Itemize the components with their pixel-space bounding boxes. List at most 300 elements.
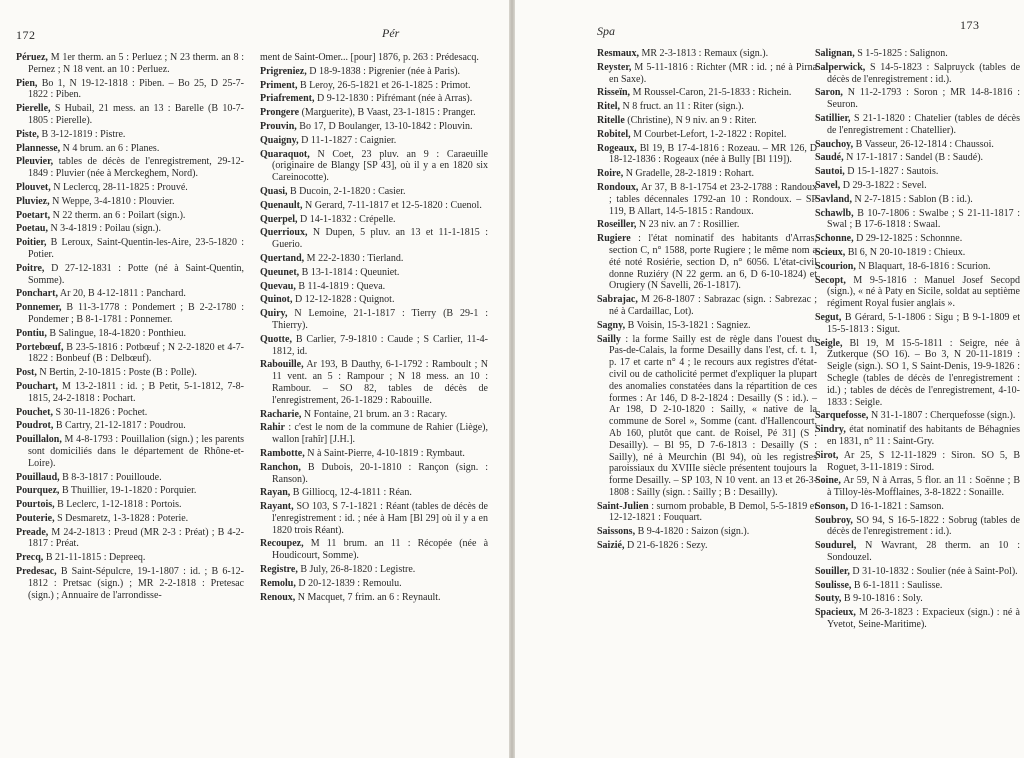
index-entry bbox=[16, 103, 244, 127]
index-entry bbox=[16, 196, 244, 208]
index-entry bbox=[260, 308, 488, 332]
entry-text: D 12-12-1828 : Quignot. bbox=[295, 294, 395, 306]
entry-headword: Pouillalon, bbox=[16, 434, 62, 446]
entry-text: D 15-1-1827 : Sautois. bbox=[847, 166, 939, 178]
entry-text: M 4-8-1793 : Pouillalion (sign.) ; les parents sont domiciliés dans le département de Rhône-et-Loire). bbox=[28, 434, 244, 469]
index-entry bbox=[597, 233, 817, 292]
index-entry bbox=[260, 186, 488, 198]
index-entry bbox=[260, 448, 488, 460]
entry-headword: Sirot, bbox=[815, 449, 839, 461]
entry-headword: Poitre, bbox=[16, 262, 45, 274]
entry-text: B 11-3-1778 : Pondemert ; B 2-2-1780 : Pondemer ; B 8-1-1781 : Ponnemer. bbox=[28, 302, 245, 325]
entry-headword: Predesac, bbox=[16, 566, 57, 578]
index-entry bbox=[260, 592, 488, 604]
entry-headword: Quinot, bbox=[260, 294, 293, 306]
entry-headword: Renoux, bbox=[260, 591, 296, 603]
entry-headword: Prongere bbox=[260, 107, 300, 119]
entry-headword: Savland, bbox=[815, 193, 852, 205]
index-entry bbox=[16, 566, 244, 601]
index-entry bbox=[16, 78, 244, 102]
entry-text: D 14-1-1832 : Crépelle. bbox=[300, 213, 396, 225]
entry-headword: Quotte, bbox=[260, 333, 292, 345]
entry-text: B 6-1-1811 : Saulisse. bbox=[853, 579, 943, 591]
entry-headword: Quiry, bbox=[260, 308, 288, 320]
entry-headword: Remolu, bbox=[260, 577, 296, 589]
entry-headword: Scourion, bbox=[815, 260, 856, 272]
index-entry bbox=[260, 359, 488, 406]
index-entry bbox=[815, 208, 1020, 232]
entry-headword: Sindry, bbox=[815, 424, 846, 436]
index-entry bbox=[597, 48, 817, 60]
entry-headword: Saissons, bbox=[597, 526, 636, 538]
entry-text: N Gradelle, 28-2-1819 : Rohart. bbox=[625, 168, 755, 180]
index-entry bbox=[16, 499, 244, 511]
index-entry bbox=[16, 52, 244, 76]
entry-headword: Rayant, bbox=[260, 501, 294, 513]
index-entry bbox=[16, 263, 244, 287]
entry-headword: Sagny, bbox=[597, 319, 626, 331]
entry-text: N Gerard, 7-11-1817 et 12-5-1820 : Cuenol. bbox=[305, 199, 482, 211]
entry-headword: Ranchon, bbox=[260, 461, 301, 473]
index-entry bbox=[815, 501, 1020, 513]
entry-text: N 17-1-1817 : Sandel (B : Saudé). bbox=[846, 152, 984, 164]
entry-text: MR 2-3-1813 : Remaux (sign.). bbox=[641, 48, 769, 59]
entry-headword: Risseïn, bbox=[597, 87, 631, 99]
entry-text: N 2-7-1815 : Sablon (B : id.). bbox=[854, 193, 973, 205]
index-entry bbox=[260, 294, 488, 306]
entry-text: M 9-5-1816 : Manuel Josef Secopd (sign.), « né à Paty en Sicile, soldat au septième régiment Royal fusier anglais ». bbox=[827, 274, 1020, 310]
index-entry bbox=[815, 152, 1020, 164]
entry-headword: Portebœuf, bbox=[16, 341, 64, 353]
entry-headword: Resmaux, bbox=[597, 48, 639, 59]
entry-headword: Pouillaud, bbox=[16, 471, 60, 483]
index-entry bbox=[815, 410, 1020, 422]
entry-text: D 29-12-1825 : Schonnne. bbox=[856, 233, 963, 245]
index-entry bbox=[16, 420, 244, 432]
entry-text: : surnom probable, B Demol, 5-5-1819 et 12-12-1821 : Fouquart. bbox=[609, 500, 818, 524]
entry-text: D 9-12-1830 : Pifrémant (née à Arras). bbox=[317, 93, 473, 105]
entry-text: SO 94, S 16-5-1822 : Sobrug (tables de décès de l'enregistrement : id.). bbox=[827, 514, 1020, 538]
index-entry bbox=[597, 334, 817, 499]
entry-text: Ar 20, B 4-12-1811 : Panchard. bbox=[59, 288, 186, 300]
entry-headword: Roseiller, bbox=[597, 219, 637, 231]
entry-headword: Saron, bbox=[815, 87, 843, 99]
index-entry bbox=[260, 281, 488, 293]
entry-headword: Rabouille, bbox=[260, 359, 304, 371]
index-entry bbox=[16, 407, 244, 419]
entry-text: B Gérard, 5-1-1806 : Sigu ; B 9-1-1809 et 15-5-1813 : Sigut. bbox=[827, 311, 1020, 335]
entry-text: N 8 fruct. an 11 : Riter (sign.). bbox=[622, 101, 744, 113]
entry-headword: Sabrajac, bbox=[597, 294, 638, 306]
entry-headword: Pontiu, bbox=[16, 327, 47, 339]
entry-headword: Rogeaux, bbox=[597, 142, 637, 154]
entry-text: D 11-1-1827 : Caignier. bbox=[301, 134, 397, 146]
entry-headword: Priment, bbox=[260, 79, 298, 91]
entry-text: B 23-5-1816 : Potbœuf ; N 2-2-1820 et 4-7-1822 : Bonbeuf (B : Delbœuf). bbox=[28, 341, 244, 365]
entry-text: B 10-7-1806 : Swalbe ; S 21-11-1817 : Swal ; B 17-6-1818 : Swaal. bbox=[827, 207, 1020, 231]
entry-headword: Ponnemer, bbox=[16, 302, 62, 314]
entry-text: D 20-12-1839 : Remoulu. bbox=[298, 577, 402, 589]
entry-headword: Precq, bbox=[16, 552, 44, 564]
entry-headword: Pourquez, bbox=[16, 485, 60, 497]
entry-text: B Vasseur, 26-12-1814 : Chaussoi. bbox=[855, 138, 994, 150]
entry-text: B 9-10-1816 : Soly. bbox=[843, 593, 923, 605]
index-entry bbox=[260, 462, 488, 486]
entry-text: N Dupen, 5 pluv. an 13 et 11-1-1815 : Guerio. bbox=[272, 227, 489, 251]
entry-text: ment de Saint-Omer... [pour] 1876, p. 263 : Prédesacq. bbox=[260, 52, 479, 63]
index-entry bbox=[815, 166, 1020, 178]
entry-headword: Pouterie, bbox=[16, 512, 55, 524]
entry-text: N Macquet, 7 frim. an 6 : Reynault. bbox=[297, 591, 441, 603]
entry-text: N Leclercq, 28-11-1825 : Prouvé. bbox=[53, 181, 188, 193]
entry-text: N Blaquart, 18-6-1816 : Scurion. bbox=[858, 260, 991, 272]
entry-headword: Segut, bbox=[815, 311, 842, 323]
entry-text: B Carlier, 7-9-1810 : Caude ; S Carlier, 11-4-1812, id. bbox=[272, 333, 489, 357]
entry-headword: Rayan, bbox=[260, 487, 291, 499]
index-entry bbox=[16, 237, 244, 261]
index-entry bbox=[260, 80, 488, 92]
entry-headword: Pierelle, bbox=[16, 103, 51, 115]
index-entry bbox=[16, 210, 244, 222]
page-number: 172 bbox=[16, 28, 36, 42]
entry-headword: Sauchoy, bbox=[815, 138, 854, 150]
entry-text: B 9-4-1820 : Saizon (sign.). bbox=[637, 526, 750, 538]
entry-text: B Ducoin, 2-1-1820 : Casier. bbox=[290, 185, 406, 197]
entry-headword: Ritel, bbox=[597, 101, 621, 113]
entry-text: Bo 1, N 19-12-1818 : Piben. – Bo 25, D 25-7-1822 : Piben. bbox=[28, 77, 244, 101]
entry-headword: Souty, bbox=[815, 593, 842, 605]
entry-headword: Prouvin, bbox=[260, 120, 297, 132]
index-entry bbox=[597, 526, 817, 538]
entry-text: S Hubail, 21 mess. an 13 : Barelle (B 10-7-1805 : Pierelle). bbox=[28, 103, 244, 126]
entry-text: Ar 193, B Dauthy, 6-1-1792 : Ramboult ; N 11 vent. an 5 : Rampour ; N 18 mess. an 10 : Rambour. – SO 82, tables de décès de l'enregistrement, 26-1-1829 : Rabouille. bbox=[272, 359, 488, 406]
entry-text: B Leroux, Saint-Quentin-les-Aire, 23-5-1820 : Potier. bbox=[28, 237, 244, 260]
entry-headword: Pluviez, bbox=[16, 195, 50, 207]
index-entry bbox=[16, 342, 244, 366]
text-column bbox=[597, 48, 817, 554]
entry-headword: Quertand, bbox=[260, 252, 305, 264]
index-entry bbox=[16, 302, 244, 326]
entry-text: M 26-8-1807 : Sabrazac (sign. : Sabrezac ; né à Cardaillac, Lot). bbox=[609, 294, 817, 317]
entry-text: B Thuillier, 19-1-1820 : Porquier. bbox=[61, 485, 197, 497]
entry-text: : c'est le nom de la commune de Rahier (Liège), wallon [rahîr] [J.H.]. bbox=[272, 422, 489, 446]
entry-headword: Ritelle bbox=[597, 114, 625, 126]
entry-text: S 1-5-1825 : Salignon. bbox=[857, 48, 948, 59]
index-entry bbox=[815, 566, 1020, 578]
running-head: Pér bbox=[382, 26, 400, 40]
entry-headword: Salperwick, bbox=[815, 61, 866, 73]
index-entry bbox=[16, 129, 244, 141]
entry-headword: Recoupez, bbox=[260, 538, 304, 550]
entry-headword: Rondoux, bbox=[597, 181, 639, 193]
index-entry bbox=[597, 101, 817, 113]
index-entry bbox=[260, 149, 488, 184]
entry-text: S 21-1-1820 : Chatelier (tables de décès de l'enregistrement : Chatellier). bbox=[827, 112, 1021, 136]
index-entry bbox=[815, 139, 1020, 151]
index-entry bbox=[260, 267, 488, 279]
index-entry bbox=[16, 328, 244, 340]
index-entry bbox=[815, 180, 1020, 192]
entry-headword: Plouvet, bbox=[16, 181, 51, 193]
entry-text: M 22-2-1830 : Tierland. bbox=[306, 252, 404, 264]
index-entry bbox=[16, 472, 244, 484]
entry-headword: Soine, bbox=[815, 475, 841, 487]
entry-text: M 1er therm. an 5 : Perluez ; N 23 therm. an 8 : Pernez ; N 18 vent. an 10 : Perluez. bbox=[28, 52, 245, 75]
entry-text: S 14-5-1823 : Salpruyck (tables de décès de l'enregistrement : id.). bbox=[827, 61, 1021, 85]
index-entry bbox=[597, 143, 817, 167]
entry-headword: Péruez, bbox=[16, 52, 48, 63]
entry-text: S Desmaretz, 1-3-1828 : Poterie. bbox=[57, 512, 189, 524]
entry-headword: Sailly bbox=[597, 333, 621, 345]
index-entry bbox=[815, 62, 1020, 86]
index-entry bbox=[260, 487, 488, 499]
entry-headword: Secopt, bbox=[815, 274, 846, 286]
index-entry bbox=[815, 261, 1020, 273]
index-entry bbox=[260, 135, 488, 147]
text-column bbox=[16, 52, 244, 603]
index-entry bbox=[815, 247, 1020, 259]
index-entry bbox=[815, 312, 1020, 336]
entry-headword: Seigle, bbox=[815, 337, 843, 349]
entry-text: N 23 niv. an 7 : Rosillier. bbox=[638, 219, 740, 231]
entry-headword: Querrioux, bbox=[260, 227, 308, 239]
index-entry bbox=[16, 223, 244, 235]
entry-text: B 3-12-1819 : Pistre. bbox=[41, 128, 126, 140]
entry-text: N 22 therm. an 6 : Poilart (sign.). bbox=[52, 209, 186, 221]
entry-text: D 18-9-1838 : Pigrenier (née à Paris). bbox=[309, 65, 461, 77]
entry-text: D 31-10-1832 : Soulier (née à Saint-Pol). bbox=[852, 565, 1018, 577]
entry-headword: Racharie, bbox=[260, 408, 302, 420]
entry-headword: Rambotte, bbox=[260, 447, 305, 459]
entry-text: M 5-11-1816 : Richter (MR : id. ; né à Pirna en Saxe). bbox=[609, 61, 818, 85]
index-entry bbox=[815, 113, 1020, 137]
entry-headword: Querpel, bbox=[260, 213, 298, 225]
entry-headword: Priafrement, bbox=[260, 93, 315, 105]
entry-text: B Dubois, 20-1-1810 : Rançon (sign. : Ranson). bbox=[272, 461, 489, 485]
entry-headword: Souiller, bbox=[815, 565, 850, 577]
index-entry bbox=[597, 294, 817, 318]
entry-text: : l'état nominatif des habitants d'Arras, section C, n° 1588, porte Rugiere ; le même nom a été noté Rosiérie, section D, n° 6056. L'état-civil donne Ruziéry (N 22 germ. an 6, D 6-10-1824) et Orugiery (N Savelli, 26-1-1817). bbox=[609, 233, 818, 292]
index-entry bbox=[16, 143, 244, 155]
index-entry bbox=[16, 552, 244, 564]
index-entry bbox=[260, 501, 488, 536]
index-entry bbox=[260, 409, 488, 421]
index-entry bbox=[597, 129, 817, 141]
index-entry bbox=[597, 62, 817, 86]
index-entry bbox=[815, 87, 1020, 111]
index-entry bbox=[260, 107, 488, 119]
index-entry bbox=[815, 450, 1020, 474]
entry-text: (Marguerite), B Vaast, 23-1-1815 : Pranger. bbox=[301, 107, 476, 119]
entry-text: N Fontaine, 21 brum. an 3 : Racary. bbox=[303, 408, 448, 420]
entry-headword: Quasi, bbox=[260, 185, 288, 197]
index-entry bbox=[260, 121, 488, 133]
index-entry bbox=[260, 253, 488, 265]
index-entry bbox=[815, 593, 1020, 605]
entry-headword: Quenault, bbox=[260, 199, 303, 211]
entry-headword: Plannesse, bbox=[16, 142, 61, 154]
index-entry bbox=[597, 87, 817, 99]
entry-headword: Soudurel, bbox=[815, 540, 857, 552]
entry-headword: Scieux, bbox=[815, 246, 846, 258]
entry-text: N à Saint-Pierre, 4-10-1819 : Rymbaut. bbox=[307, 447, 465, 459]
index-entry bbox=[260, 66, 488, 78]
index-entry bbox=[815, 338, 1020, 409]
entry-headword: Poudrot, bbox=[16, 420, 54, 432]
entry-headword: Quaigny, bbox=[260, 134, 299, 146]
entry-text: N 11-2-1793 : Soron ; MR 14-8-1816 : Seuron. bbox=[827, 87, 1021, 111]
index-entry bbox=[16, 367, 244, 379]
index-entry bbox=[815, 233, 1020, 245]
index-entry bbox=[815, 475, 1020, 499]
index-entry bbox=[597, 501, 817, 525]
index-entry bbox=[16, 513, 244, 525]
entry-text: : la forme Sailly est de règle dans l'ouest du Pas-de-Calais, la forme Desailly dans l'est, cf. t. 1, p. 17 et carte n° 4 ; le recours aux registres d'état-civil ou de catholicité permet d'expliquer la plupart des anomalies constatées dans la répartition de ces formes : Ar 146, D 8-2-1824 : Desailly (S : id.). – Ar 198, D 2-10-1820 : Sailly, « native de la commune de Sorel », Somme (cant. d'Hallencourt, Ab 160, plutôt que cant. de Roisel, Pé 31] (S : Desailly). – Bl 95, D 7-6-1813 : Desailly (S : Sailly), né à Meurchin (Bl 94), où les registres paroissiaux du XVIIIe siècle présentent toujours la forme Desailly. – SP 103, N 10 vent. an 13 et 26-3-1808 : Sailly (sign. : Sailly ; B : Desailly). bbox=[609, 333, 817, 498]
entry-headword: Spacieux, bbox=[815, 607, 856, 619]
index-entry bbox=[260, 227, 488, 251]
index-entry bbox=[16, 156, 244, 180]
index-entry bbox=[815, 424, 1020, 448]
index-entry bbox=[815, 580, 1020, 592]
entry-text: B July, 26-8-1820 : Legistre. bbox=[300, 564, 416, 576]
index-entry bbox=[260, 422, 488, 446]
entry-headword: Reyster, bbox=[597, 61, 632, 73]
entry-headword: Piste, bbox=[16, 128, 40, 140]
entry-text: N Lemoine, 21-1-1817 : Tierry (B 29-1 : Thierry). bbox=[272, 308, 489, 331]
entry-text: B Leroy, 26-5-1821 et 26-1-1825 : Primot. bbox=[300, 79, 471, 91]
entry-text: B 8-3-1817 : Pouilloude. bbox=[62, 471, 162, 483]
entry-text: Bo 17, D Boulanger, 13-10-1842 : Plouvin. bbox=[299, 120, 473, 132]
index-entry bbox=[815, 48, 1020, 60]
entry-headword: Saint-Julien bbox=[597, 500, 649, 512]
index-entry bbox=[16, 485, 244, 497]
index-entry bbox=[16, 527, 244, 551]
entry-headword: Quaraquot, bbox=[260, 148, 310, 160]
index-entry bbox=[815, 275, 1020, 310]
entry-headword: Queunet, bbox=[260, 266, 300, 278]
entry-headword: Roire, bbox=[597, 168, 624, 180]
entry-headword: Schonne, bbox=[815, 233, 854, 245]
entry-headword: Sonson, bbox=[815, 500, 849, 512]
entry-headword: Poitier, bbox=[16, 237, 47, 249]
index-entry bbox=[260, 200, 488, 212]
entry-headword: Rugiere bbox=[597, 233, 631, 245]
entry-headword: Prigreniez, bbox=[260, 65, 307, 77]
right-page bbox=[515, 0, 1024, 758]
entry-text: SO 103, S 7-1-1821 : Réant (tables de décès de l'enregistrement : id. ; née à Ham [Bl 29] où il y a en 1820 trois Réant). bbox=[272, 501, 488, 536]
entry-headword: Soubroy, bbox=[815, 514, 853, 526]
entry-text: B Leclerc, 1-12-1818 : Portois. bbox=[57, 499, 182, 511]
index-entry bbox=[16, 182, 244, 194]
entry-text: tables de décès de l'enregistrement, 29-12-1849 : Pluvier (née à Merckeghem, Nord). bbox=[28, 156, 245, 180]
entry-text: B 11-4-1819 : Queva. bbox=[298, 280, 386, 292]
entry-headword: Schawlb, bbox=[815, 207, 854, 219]
page-number: 173 bbox=[960, 18, 980, 32]
entry-text: B Saint-Sépulcre, 19-1-1807 : id. ; B 6-12-1812 : Pretsac (sign.) ; MR 2-2-1818 : Pretesac (sign.) ; Annuaire de l'arrondisse- bbox=[28, 566, 244, 601]
entry-text: N Weppe, 3-4-1810 : Plouvier. bbox=[52, 195, 175, 207]
entry-text: D 27-12-1831 : Potte (né à Saint-Quentin, Somme). bbox=[28, 262, 245, 286]
entry-headword: Poetart, bbox=[16, 209, 51, 221]
entry-headword: Satillier, bbox=[815, 112, 851, 124]
entry-text: Bl 6, N 20-10-1819 : Chieux. bbox=[847, 246, 966, 258]
entry-headword: Saizié, bbox=[597, 540, 625, 552]
index-entry bbox=[16, 288, 244, 300]
entry-headword: Registre, bbox=[260, 564, 298, 576]
index-entry bbox=[260, 538, 488, 562]
index-entry bbox=[16, 434, 244, 469]
entry-text: M 11 brum. an 11 : Récopée (née à Houdicourt, Somme). bbox=[272, 538, 489, 562]
entry-text: N Bertin, 2-10-1815 : Poste (B : Polle). bbox=[39, 367, 197, 379]
entry-text: M Courbet-Lefort, 1-2-1822 : Ropitel. bbox=[633, 128, 787, 140]
entry-text: B Voisin, 15-3-1821 : Sagniez. bbox=[627, 319, 751, 331]
entry-text: B 21-11-1815 : Depreeq. bbox=[45, 552, 146, 564]
entry-text: (Christine), N 9 niv. an 9 : Riter. bbox=[627, 114, 757, 126]
index-entry bbox=[597, 320, 817, 332]
entry-text: Ar 59, N à Arras, 5 flor. an 11 : Soënne ; B à Tilloy-lès-Mofflaines, 3-8-1822 : Sonaille. bbox=[827, 475, 1020, 499]
entry-text: B Salingue, 18-4-1820 : Ponthieu. bbox=[49, 327, 187, 339]
entry-text: N Coet, 23 pluv. an 9 : Caraeuille (originaire de Blangy [SP 43], où il y a en 1820 six Careinocotte). bbox=[272, 148, 488, 184]
entry-text: B Cartry, 21-12-1817 : Poudrou. bbox=[55, 420, 186, 432]
entry-headword: Pouchet, bbox=[16, 406, 53, 418]
entry-headword: Robitel, bbox=[597, 128, 631, 140]
entry-text: Bl 19, M 15-5-1811 : Seigre, née à Zutkerque (SO 16). – Bo 3, N 20-11-1819 : Seigle (sign.). SO 1, S Saint-Denis, 19-9-1826 : Schegle (tables de décès de l'enregistrement : id.) ; tables de décès de l'enregistrement, 4-10-1833 : Seigle. bbox=[827, 337, 1020, 408]
entry-text: B 13-1-1814 : Queuniet. bbox=[301, 266, 400, 278]
entry-text: M 13-2-1811 : id. ; B Petit, 5-1-1812, 7-8-1815, 24-2-1818 : Pochart. bbox=[28, 380, 244, 404]
index-entry bbox=[597, 219, 817, 231]
entry-text: Ar 37, B 8-1-1754 et 23-2-1788 : Randoux ; tables décennales 1792-an 10 : Rondoux. – SP 119, B Allart, 14-5-1815 : Randoux. bbox=[609, 181, 817, 217]
entry-text: D 21-6-1826 : Sezy. bbox=[627, 540, 708, 552]
entry-text: B Gilliocq, 12-4-1811 : Réan. bbox=[292, 487, 412, 499]
text-column bbox=[815, 48, 1020, 633]
index-entry bbox=[16, 381, 244, 405]
index-entry bbox=[597, 115, 817, 127]
index-entry bbox=[260, 564, 488, 576]
entry-text: état nominatif des habitants de Béhagnies en 1831, n° 11 : Saint-Gry. bbox=[827, 424, 1021, 447]
entry-headword: Savel, bbox=[815, 179, 841, 191]
entry-text: D 29-3-1822 : Sevel. bbox=[842, 179, 927, 191]
entry-headword: Pouchart, bbox=[16, 380, 58, 392]
index-entry bbox=[815, 515, 1020, 539]
entry-headword: Pien, bbox=[16, 77, 38, 89]
entry-headword: Quevau, bbox=[260, 280, 296, 292]
entry-text: S 30-11-1826 : Pochet. bbox=[55, 406, 148, 418]
entry-headword: Saudé, bbox=[815, 152, 844, 164]
index-entry bbox=[815, 194, 1020, 206]
index-entry bbox=[260, 214, 488, 226]
index-entry bbox=[260, 52, 488, 64]
index-entry bbox=[597, 168, 817, 180]
entry-text: N Wavrant, 28 therm. an 10 : Sondouzel. bbox=[827, 540, 1020, 564]
entry-text: N 4 brum. an 6 : Planes. bbox=[62, 142, 160, 154]
entry-headword: Poetau, bbox=[16, 223, 48, 235]
entry-text: M 26-3-1823 : Expacieux (sign.) : né à Yvetot, Seine-Maritime). bbox=[827, 607, 1020, 631]
entry-text: Bl 19, B 17-4-1816 : Rozeau. – MR 126, D 18-12-1836 : Rogeaux (née à Bully [Bl 119]). bbox=[609, 142, 818, 166]
entry-headword: Preade, bbox=[16, 526, 49, 538]
entry-headword: Salignan, bbox=[815, 48, 855, 59]
index-entry bbox=[597, 540, 817, 552]
running-head: Spa bbox=[597, 24, 615, 38]
entry-headword: Ponchart, bbox=[16, 288, 58, 300]
entry-text: Ar 25, S 12-11-1829 : Siron. SO 5, B Roguet, 3-11-1819 : Sirod. bbox=[827, 449, 1020, 473]
entry-headword: Sarquefosse, bbox=[815, 410, 869, 422]
entry-headword: Pourtois, bbox=[16, 499, 55, 511]
entry-text: M 24-2-1813 : Preud (MR 2-3 : Préat) ; B 4-2-1817 : Préat. bbox=[28, 526, 244, 550]
entry-text: N 3-4-1819 : Poilau (sign.). bbox=[50, 223, 161, 235]
text-column bbox=[260, 52, 488, 605]
index-entry bbox=[815, 540, 1020, 564]
index-entry bbox=[260, 93, 488, 105]
index-entry bbox=[260, 334, 488, 358]
